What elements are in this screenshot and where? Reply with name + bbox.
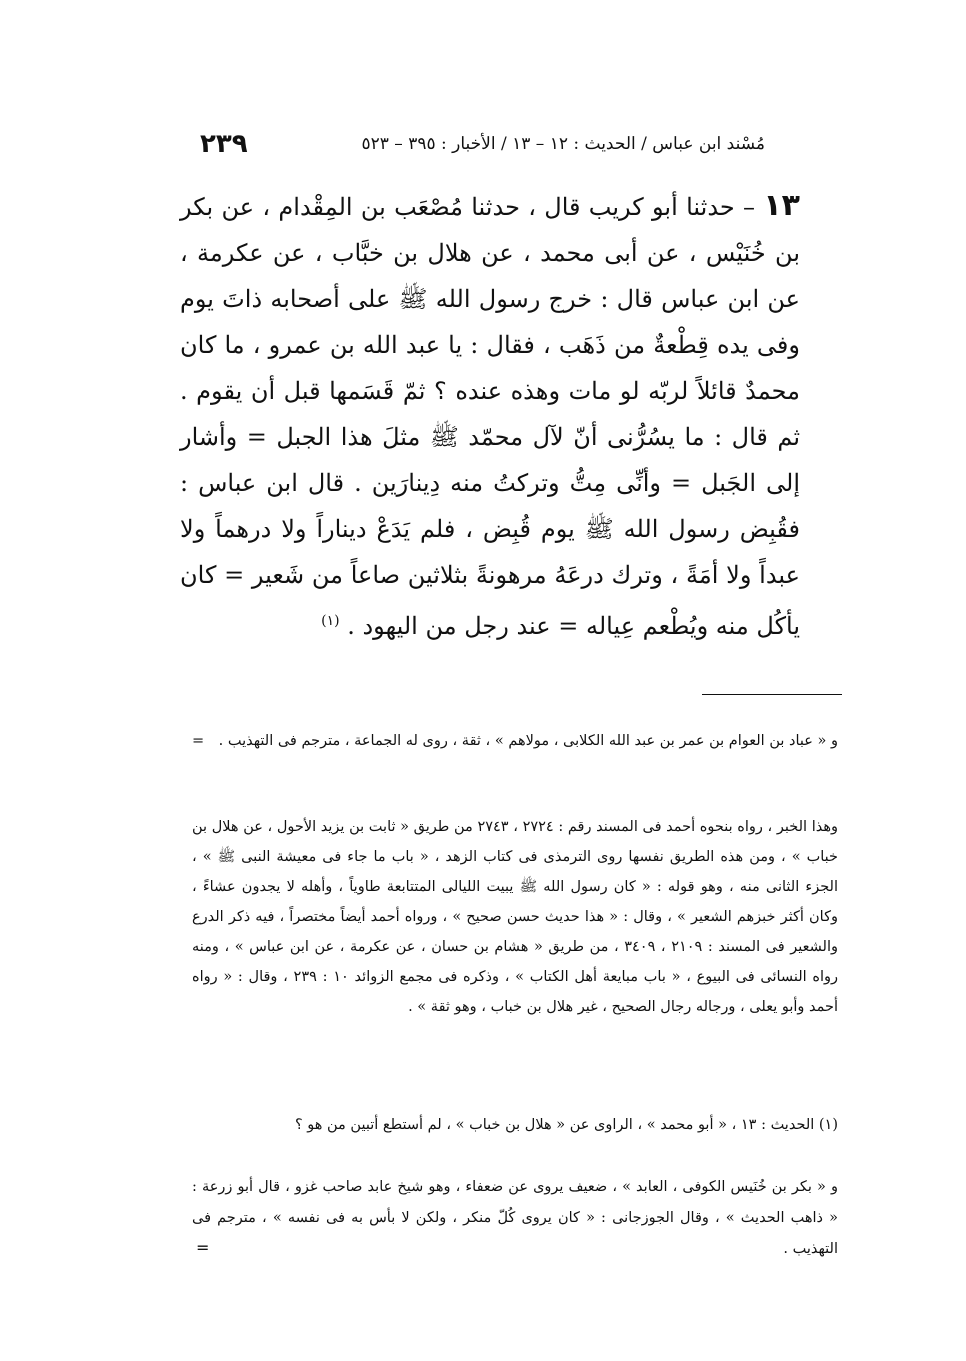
footnote-note-1: و « عباد بن العوام بن عمر بن عبد الله الكلابى ، مولاهم » ، ثقة ، روى له الجماعة ، مترجم فى التهذيب .	[218, 733, 838, 749]
continuation-marker: =	[192, 733, 205, 749]
page-header	[200, 128, 765, 160]
footnote-note-3: (١) الحديث : ١٣ ، « أبو محمد » ، الراوى عن « هلال بن خباب » ، لم أستطع أتبين من هو ؟	[294, 1117, 838, 1133]
footnote-1	[192, 1110, 838, 1140]
footnote-continuation	[192, 727, 838, 756]
footnote-1-continued	[192, 1172, 838, 1265]
hadith-text	[180, 183, 800, 649]
footnote-note-2: وهذا الخبر ، رواه بنحوه أحمد فى المسند رقم : ٢٧٢٤ ، ٢٧٤٣ من طريق « ثابت بن يزيد الأحول ، عن هلال بن خباب » ، ومن هذه الطريق نفسها روى الترمذى فى كتاب الزهد ، « باب ما جاء فى معيشة النبى ﷺ » ، الجزء الثانى منه ، وهو قوله : « كان رسول الله ﷺ يبيت الليالى المتتابعة طاوياً ، وأهله لا يجدون عشاءً ، وكان أكثر خبزهم الشعير » ، وقال : « هذا حديث حسن صحيح » ، ورواه أحمد أيضاً مختصراً ، فيه ذكر الدرع والشعير فى المسند : ٢١٠٩ ، ٣٤٠٩ ، من طريق « هشام بن حسان ، عن عكرمة ، عن ابن عباس » ، ومنه رواه النسائى فى البيوع ، « باب مبايعة أهل الكتاب » ، وذكره فى مجمع الزوائد ١٠ : ٢٣٩ ، وقال : « رواه أحمد وأبو يعلى ، ورجاله رجال الصحيح ، غير هلال بن خباب ، وهو ثقة » .	[192, 819, 839, 1015]
hadith-body: – حدثنا أبو كريب قال ، حدثنا مُصْعَب بن المِقْدام ، عن بكر بن خُنَيْس ، عن أبى محمد ، عن هلال بن خبَّاب ، عن عكرمة ، عن ابن عباس قال : خرج رسول الله ﷺ على أصحابه ذاتَ يوم وفى يده قِطْعةٌ من ذَهَب ، فقال : يا عبد الله بن عمرو ، ما كان محمدٌ قائلاً لربّه لو مات وهذه عنده ؟ ثمّ قَسَمها قبل أن يقوم . ثم قال : ما يسُرُّنى أنّ لآل محمّد ﷺ مثلَ هذا الجبل = وأشار إلى الجَبل = وأنِّى مِتُّ وتركتُ منه دِينارَين . قال ابن عباس : فقُبِض رسول الله ﷺ يوم قُبِض ، فلم يَدَعْ ديناراً ولا درهماً ولا عبداً ولا أمَةً ، وترك درعَهُ مرهونةً بثلاثين صاعاً من شَعير = كان يأكُل منه ويُطْعم عِياله = عند رجل من اليهود .	[180, 193, 800, 640]
footnote-note-4: و « بكر بن خُنَيس الكوفى ، العابد » ، ضعيف يروى عن ضعفاء ، وهو شيخ عابد صاحب غزو ، قال أبو زرعة : « ذاهب الحديث » ، وقال الجوزجانى : « كان يروى كُلّ منكر ، ولكن لا بأس به فى نفسه » ، مترجم فى التهذيب .	[192, 1179, 838, 1257]
end-continuation-marker: =	[196, 1238, 210, 1257]
footnote-separator	[702, 694, 842, 695]
running-head: مُسْند ابن عباس / الحديث : ١٢ – ١٣ / الأخبار : ٣٩٥ – ٥٢٣	[361, 134, 765, 154]
footnote-reference: (١)	[321, 613, 340, 629]
hadith-number: ١٣	[763, 188, 800, 223]
footnote-takhrij	[192, 812, 838, 1022]
page-number: ٢٣٩	[200, 129, 248, 159]
